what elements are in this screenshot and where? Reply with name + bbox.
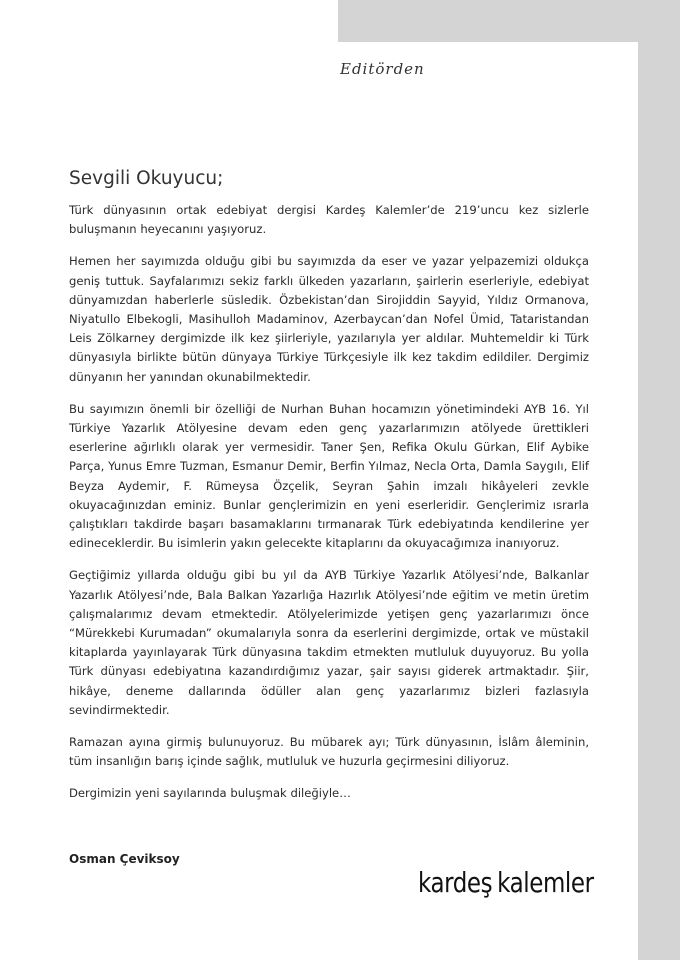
right-gray-band: [638, 42, 680, 960]
paragraph-6: Dergimizin yeni sayılarında buluşmak dileğiyle…: [69, 786, 351, 801]
section-label: Editörden: [340, 60, 425, 78]
letter-body: [69, 201, 589, 817]
paragraph-1: Türk dünyasının ortak edebiyat dergisi Kardeş Kalemler’de 219’uncu kez sizlerle buluşmanın heyecanını yaşıyoruz.: [69, 203, 589, 237]
brand-word-kardes: kardeş: [418, 866, 493, 899]
paragraph-2: Hemen her sayımızda olduğu gibi bu sayımızda da eser ve yazar yelpazemizi oldukça geniş tuttuk. Sayfalarımızı sekiz farklı ülkeden yazarların, şairlerin eserleriyle, edebiyat dünyamızdan haberlerle süsledik. Özbekistan’dan Sirojiddin Sayyid, Yıldız Ormanova, Niyatullo Elbekogli, Masihulloh Madaminov, Azerbaycan’dan Nofel Ümid, Tataristandan Leis Zölkarney dergimizde ilk kez şiirleriyle, yazılarıyla yer aldılar. Muhtemeldir ki Türk dünyasıyla birlikte bütün dünyaya Türkiye Türkçesiyle ilk kez takdim edildiler. Dergimiz dünyanın her yanından okunabilmektedir.: [69, 254, 589, 384]
brand-logo: [418, 866, 594, 899]
brand-word-kalemler: kalemler: [497, 866, 594, 899]
paragraph-3: Bu sayımızın önemli bir özelliği de Nurhan Buhan hocamızın yönetimindeki AYB 16. Yıl Türkiye Yazarlık Atölyesine devam eden genç yazarlarımızın atölyede ürettikleri eserlerine ağırlıklı olarak yer vermesidir. Taner Şen, Refika Okulu Gürkan, Elif Aybike Parça, Yunus Emre Tuzman, Esmanur Demir, Berfin Yılmaz, Necla Orta, Damla Saygılı, Elif Beyza Aydemir, F. Rümeysa Özçelik, Seyran Şahin imzalı hikâyeleri zevkle okuyacağınızdan eminiz. Bunlar gençlerimizin en yeni eserleridir. Gençlerimiz ısrarla çalıştıkları takdirde başarı basamaklarını tırmanarak Türk edebiyatında kendilerine yer edineceklerdir. Bu isimlerin yakın gelecekte kitaplarını da okuyacağımıza inanıyoruz.: [69, 401, 589, 551]
paragraph-4: Geçtiğimiz yıllarda olduğu gibi bu yıl da AYB Türkiye Yazarlık Atölyesi’nde, Balkanlar Yazarlık Atölyesi’nde, Bala Balkan Yazarlığa Hazırlık Atölyesi’nde eğitim ve metin üretim çalışmalarımız devam etmektedir. Atölyelerimizde yetişen genç yazarlarımızı önce “Mürekkebi Kurumadan” okumalarıyla sonra da eserlerini dergimizde, ortak ve müstakil kitaplarda yayınlayarak Türk dünyasına takdim etmekten mutluluk duyuyoruz. Bu yolla Türk dünyası edebiyatına kazandırdığımız yazar, şair sayısı giderek artmaktadır. Şiir, hikâye, deneme dallarında ödüller alan genç yazarlarımız bizleri fazlasıyla sevindirmektedir.: [69, 568, 589, 717]
greeting-heading: Sevgili Okuyucu;: [69, 168, 224, 190]
signature: Osman Çeviksoy: [69, 852, 180, 866]
paragraph-5: Ramazan ayına girmiş bulunuyoruz. Bu mübarek ayı; Türk dünyasının, İslâm âleminin, tüm insanlığın barış içinde sağlık, mutluluk ve huzurla geçirmesini diliyoruz.: [69, 735, 589, 769]
top-gray-band: [338, 0, 680, 42]
